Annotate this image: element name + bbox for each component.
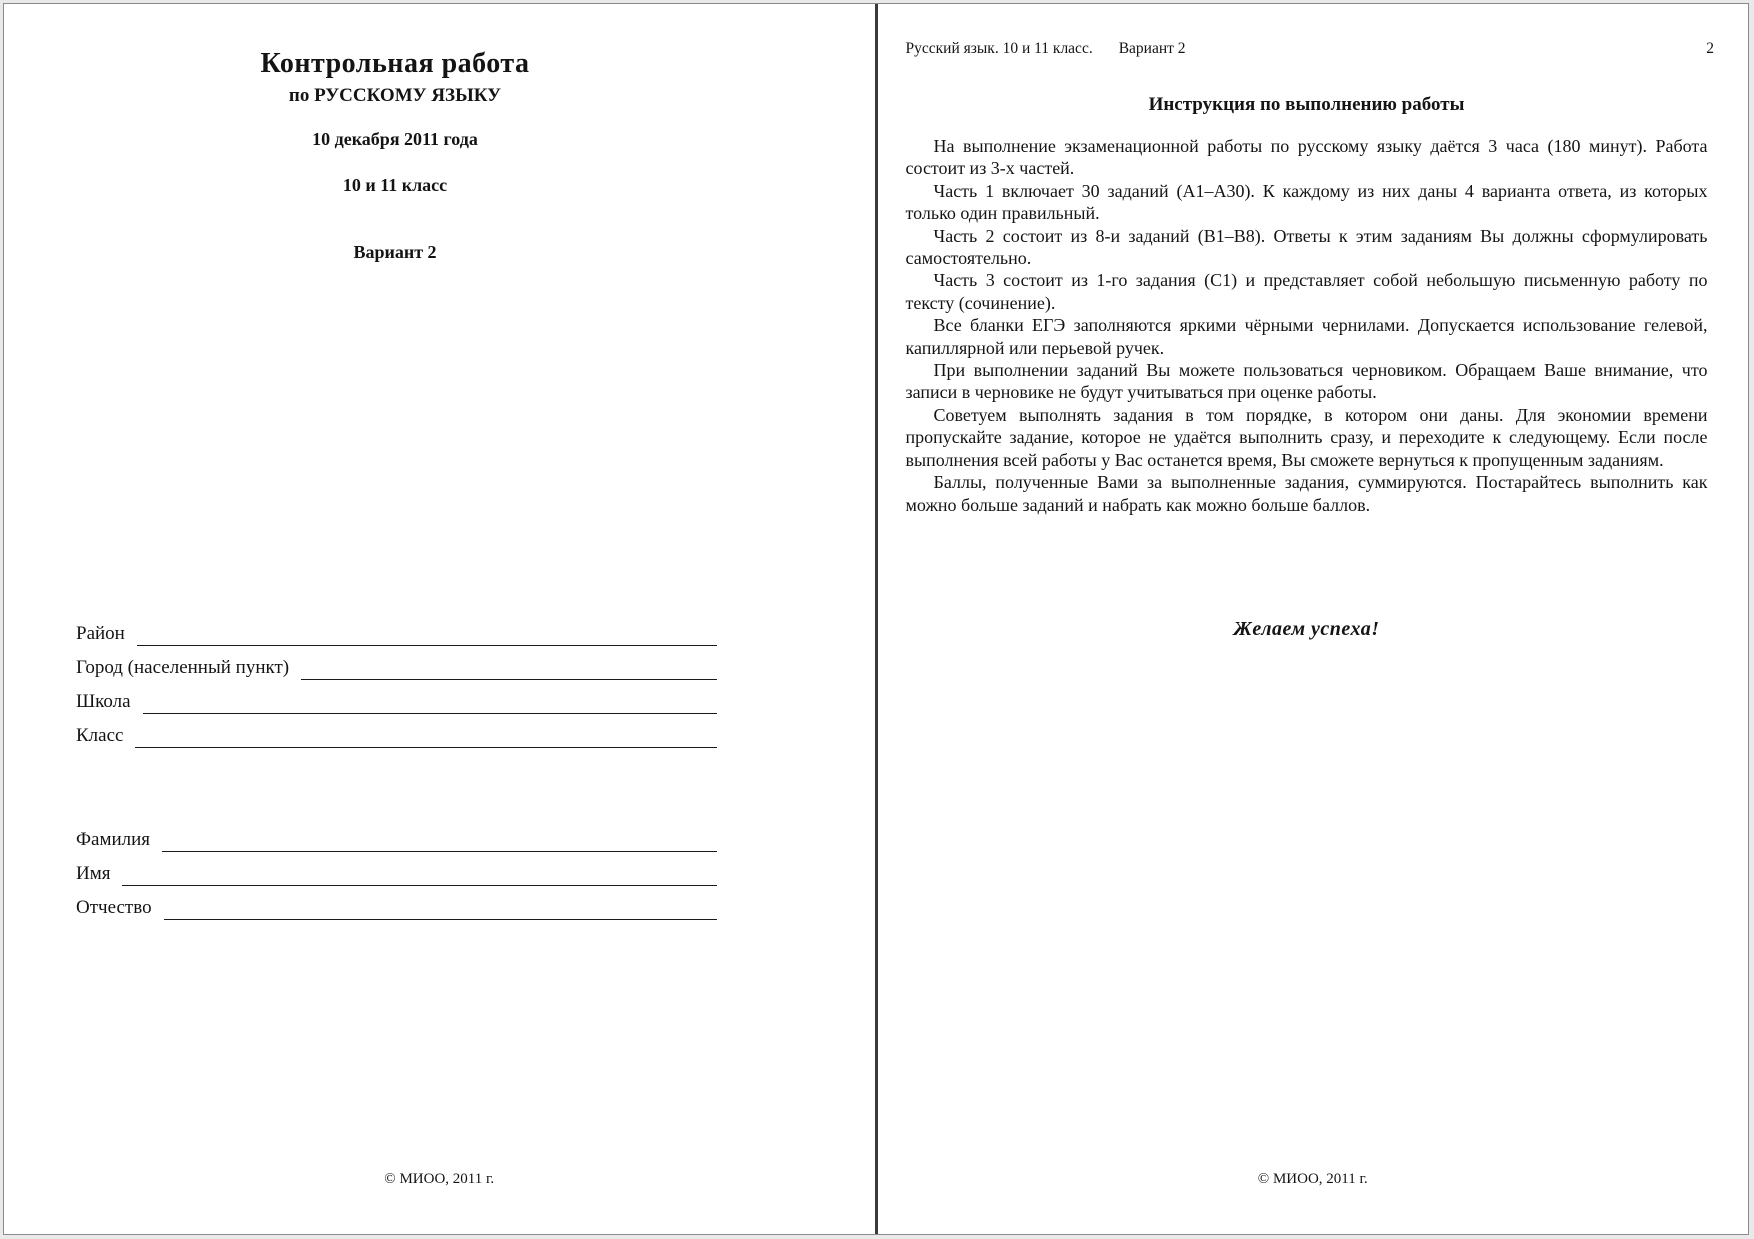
field-blank-line-firstname	[122, 875, 717, 886]
instruction-paragraph: На выполнение экзаменационной работы по русскому языку даётся 3 часа (180 минут). Работа состоит из 3-х частей.	[905, 136, 1708, 179]
copyright-footer-right: © МИОО, 2011 г.	[1257, 1171, 1368, 1187]
instruction-paragraph: Советуем выполнять задания в том порядке, в котором они даны. Для экономии времени пропускайте задание, которое не удаётся выполнить сразу, и переходите к следующему. Если после выполнения всей работы у Вас останется время, Вы сможете вернуться к пропущенным заданиям.	[905, 404, 1708, 470]
instruction-paragraph: Часть 2 состоит из 8-и заданий (В1–В8). Ответы к этим заданиям Вы должны сформулировать самостоятельно.	[905, 225, 1708, 269]
field-blank-line-district	[137, 635, 717, 646]
copyright-footer-left: © МИОО, 2011 г.	[384, 1171, 495, 1187]
instruction-paragraph: Баллы, полученные Вами за выполненные задания, суммируются. Постарайтесь выполнить как можно больше заданий и набрать как можно больше баллов.	[905, 472, 1708, 515]
field-row-class	[76, 714, 717, 748]
running-header	[906, 40, 1715, 58]
header-variant: Вариант 2	[1118, 40, 1186, 57]
person-fields-group	[76, 818, 717, 920]
field-label-school: Школа	[76, 691, 131, 712]
field-label-surname: Фамилия	[76, 829, 151, 850]
exam-date: 10 декабря 2011 года	[312, 129, 478, 149]
exam-grade: 10 и 11 класс	[342, 175, 448, 195]
instructions-title: Инструкция по выполнению работы	[1148, 94, 1465, 115]
school-fields-group	[76, 612, 717, 748]
instruction-paragraph: Часть 3 состоит из 1-го задания (С1) и представляет собой небольшую письменную работу по тексту (сочинение).	[905, 270, 1708, 313]
field-row-district	[76, 612, 717, 646]
exam-paper-spread	[3, 3, 1749, 1235]
instruction-paragraph: При выполнении заданий Вы можете пользоваться черновиком. Обращаем Ваше внимание, что записи в черновике не будут учитываться при оценке работы.	[905, 360, 1708, 403]
good-luck-message: Желаем успеха!	[1233, 618, 1380, 640]
field-label-district: Район	[76, 623, 125, 644]
exam-subject: по РУССКОМУ ЯЗЫКУ	[288, 85, 502, 106]
instruction-paragraph: Все бланки ЕГЭ заполняются яркими чёрными чернилами. Допускается использование гелевой, капиллярной или перьевой ручек.	[905, 315, 1708, 358]
page-number: 2	[1706, 40, 1714, 57]
field-blank-line-city	[301, 669, 717, 680]
field-blank-line-school	[143, 703, 717, 714]
field-row-city	[76, 646, 717, 680]
cover-page	[4, 4, 875, 1234]
field-row-firstname	[76, 852, 717, 886]
field-row-surname	[76, 818, 717, 852]
field-row-school	[76, 680, 717, 714]
field-blank-line-surname	[162, 841, 717, 852]
field-label-firstname: Имя	[76, 863, 111, 884]
exam-title: Контрольная работа	[260, 48, 530, 79]
header-subject: Русский язык. 10 и 11 класс.	[905, 40, 1093, 57]
field-label-class: Класс	[76, 725, 124, 746]
field-label-city: Город (населенный пункт)	[76, 657, 290, 678]
instructions-page	[878, 4, 1749, 1234]
instruction-paragraph: Часть 1 включает 30 заданий (А1–А30). К каждому из них даны 4 варианта ответа, из которых только один правильный.	[905, 180, 1708, 224]
field-row-patronymic	[76, 886, 717, 920]
field-label-patronymic: Отчество	[76, 897, 152, 918]
instructions-body	[906, 135, 1708, 516]
exam-variant: Вариант 2	[353, 242, 437, 262]
field-blank-line-class	[135, 737, 717, 748]
field-blank-line-patronymic	[164, 909, 717, 920]
